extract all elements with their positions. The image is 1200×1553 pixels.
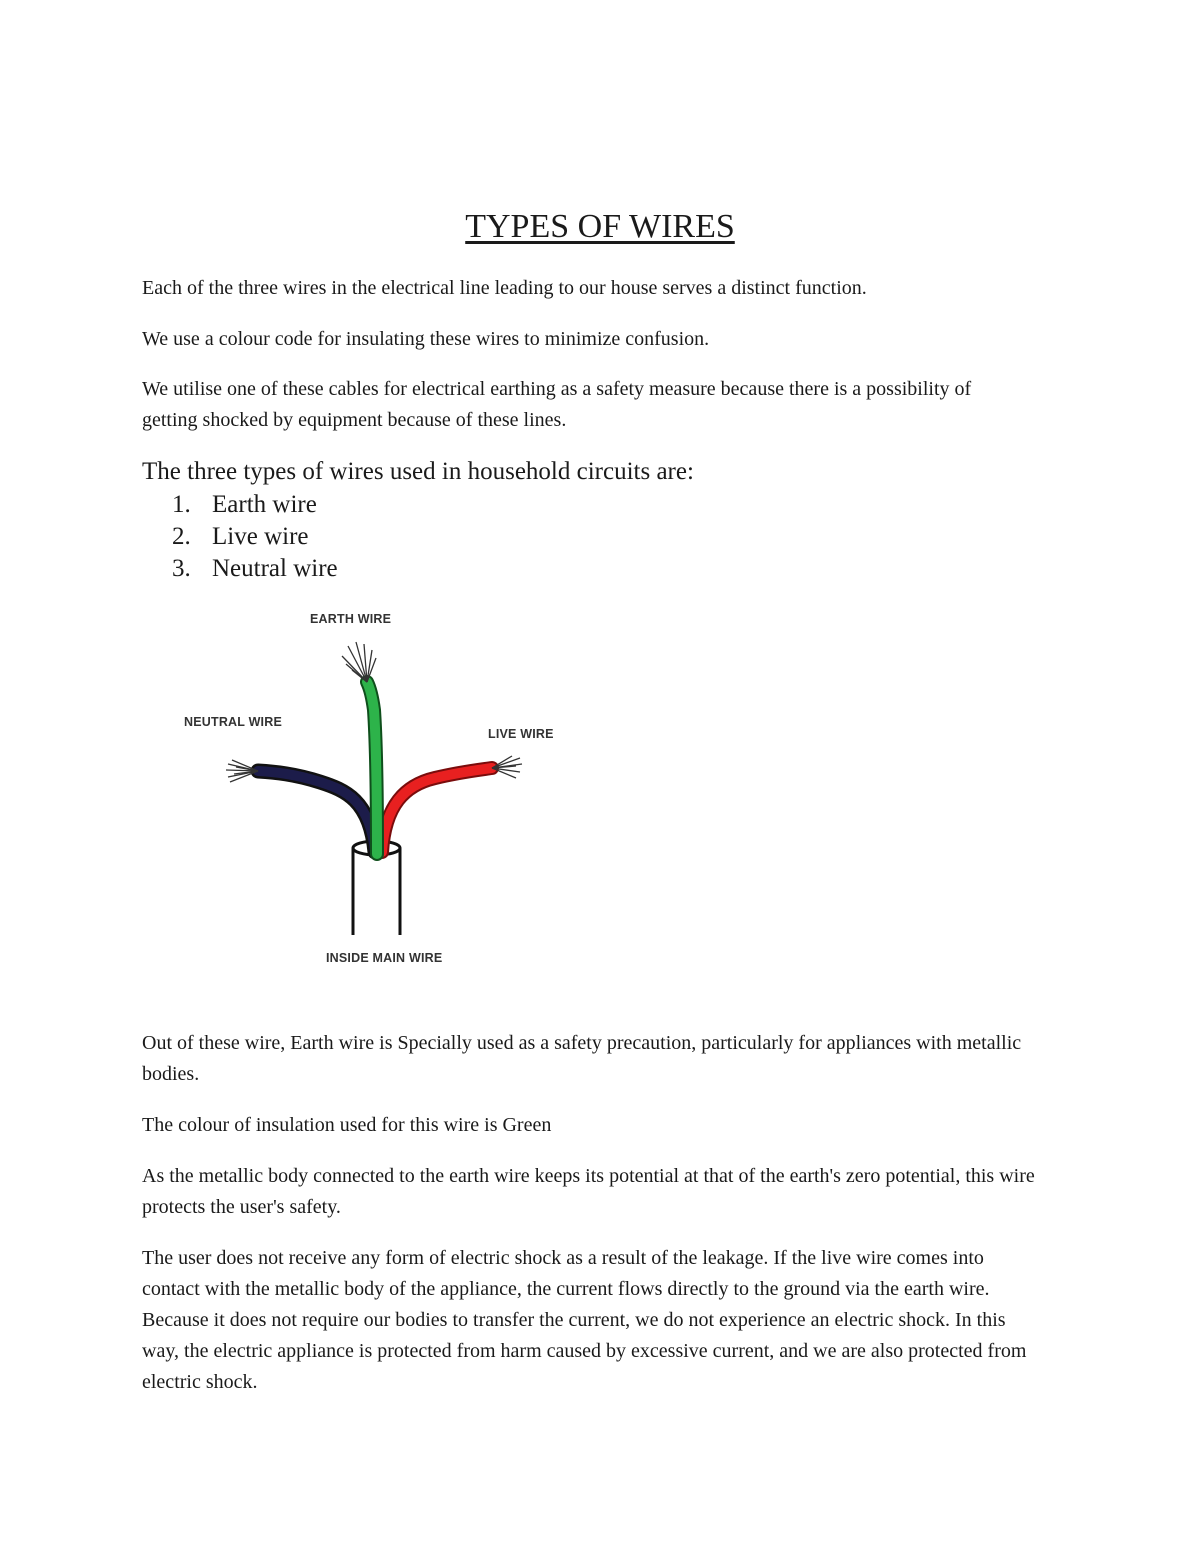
paragraph-leakage-explanation: The user does not receive any form of electric shock as a result of the leakage. If the live wire comes into contact with the metallic body of the appliance, the current flows directly to the ground via the earth wire. Because it does not require our bodies to transfer the current, we do not experience an electric shock. In this way, the electric appliance is protected from harm caused by excessive current, and we are also protected from electric shock.	[142, 1247, 1027, 1393]
paragraph-earthing-safety: We utilise one of these cables for electrical earthing as a safety measure because there is a possibility of getting shocked by equipment because of these lines.	[142, 378, 972, 431]
paragraph-earth-safety: Out of these wire, Earth wire is Specially used as a safety precaution, particularly for appliances with metallic bodies.	[142, 1032, 1022, 1085]
list-item-number: 1.	[172, 491, 191, 518]
inside-main-wire-label: INSIDE MAIN WIRE	[326, 951, 443, 965]
wire-types-list	[172, 489, 338, 585]
wire-diagram	[170, 600, 570, 980]
paragraph-colour-code: We use a colour code for insulating these wires to minimize confusion.	[142, 328, 710, 350]
earth-wire-label: EARTH WIRE	[310, 612, 392, 626]
live-wire-label: LIVE WIRE	[488, 727, 554, 741]
earth-wire	[342, 642, 377, 854]
list-item	[172, 553, 338, 585]
live-wire	[382, 756, 522, 852]
paragraph-distinct-function: Each of the three wires in the electrical line leading to our house serves a distinct function.	[142, 277, 867, 299]
live-strands	[492, 756, 522, 778]
list-item	[172, 521, 338, 553]
paragraph-zero-potential: As the metallic body connected to the earth wire keeps its potential at that of the earth's zero potential, this wire protects the user's safety.	[142, 1165, 1035, 1218]
neutral-wire-label: NEUTRAL WIRE	[184, 715, 282, 729]
list-item-number: 2.	[172, 523, 191, 550]
list-intro: The three types of wires used in household circuits are:	[142, 458, 694, 485]
list-item-label: Earth wire	[212, 491, 317, 518]
list-item	[172, 489, 338, 521]
neutral-wire	[226, 760, 375, 852]
page-title: TYPES OF WIRES	[465, 208, 735, 245]
list-item-label: Neutral wire	[212, 555, 338, 582]
list-item-label: Live wire	[212, 523, 309, 550]
neutral-strands	[226, 760, 258, 782]
paragraph-insulation-colour: The colour of insulation used for this wire is Green	[142, 1114, 552, 1136]
list-item-number: 3.	[172, 555, 191, 582]
earth-strands	[342, 642, 376, 682]
